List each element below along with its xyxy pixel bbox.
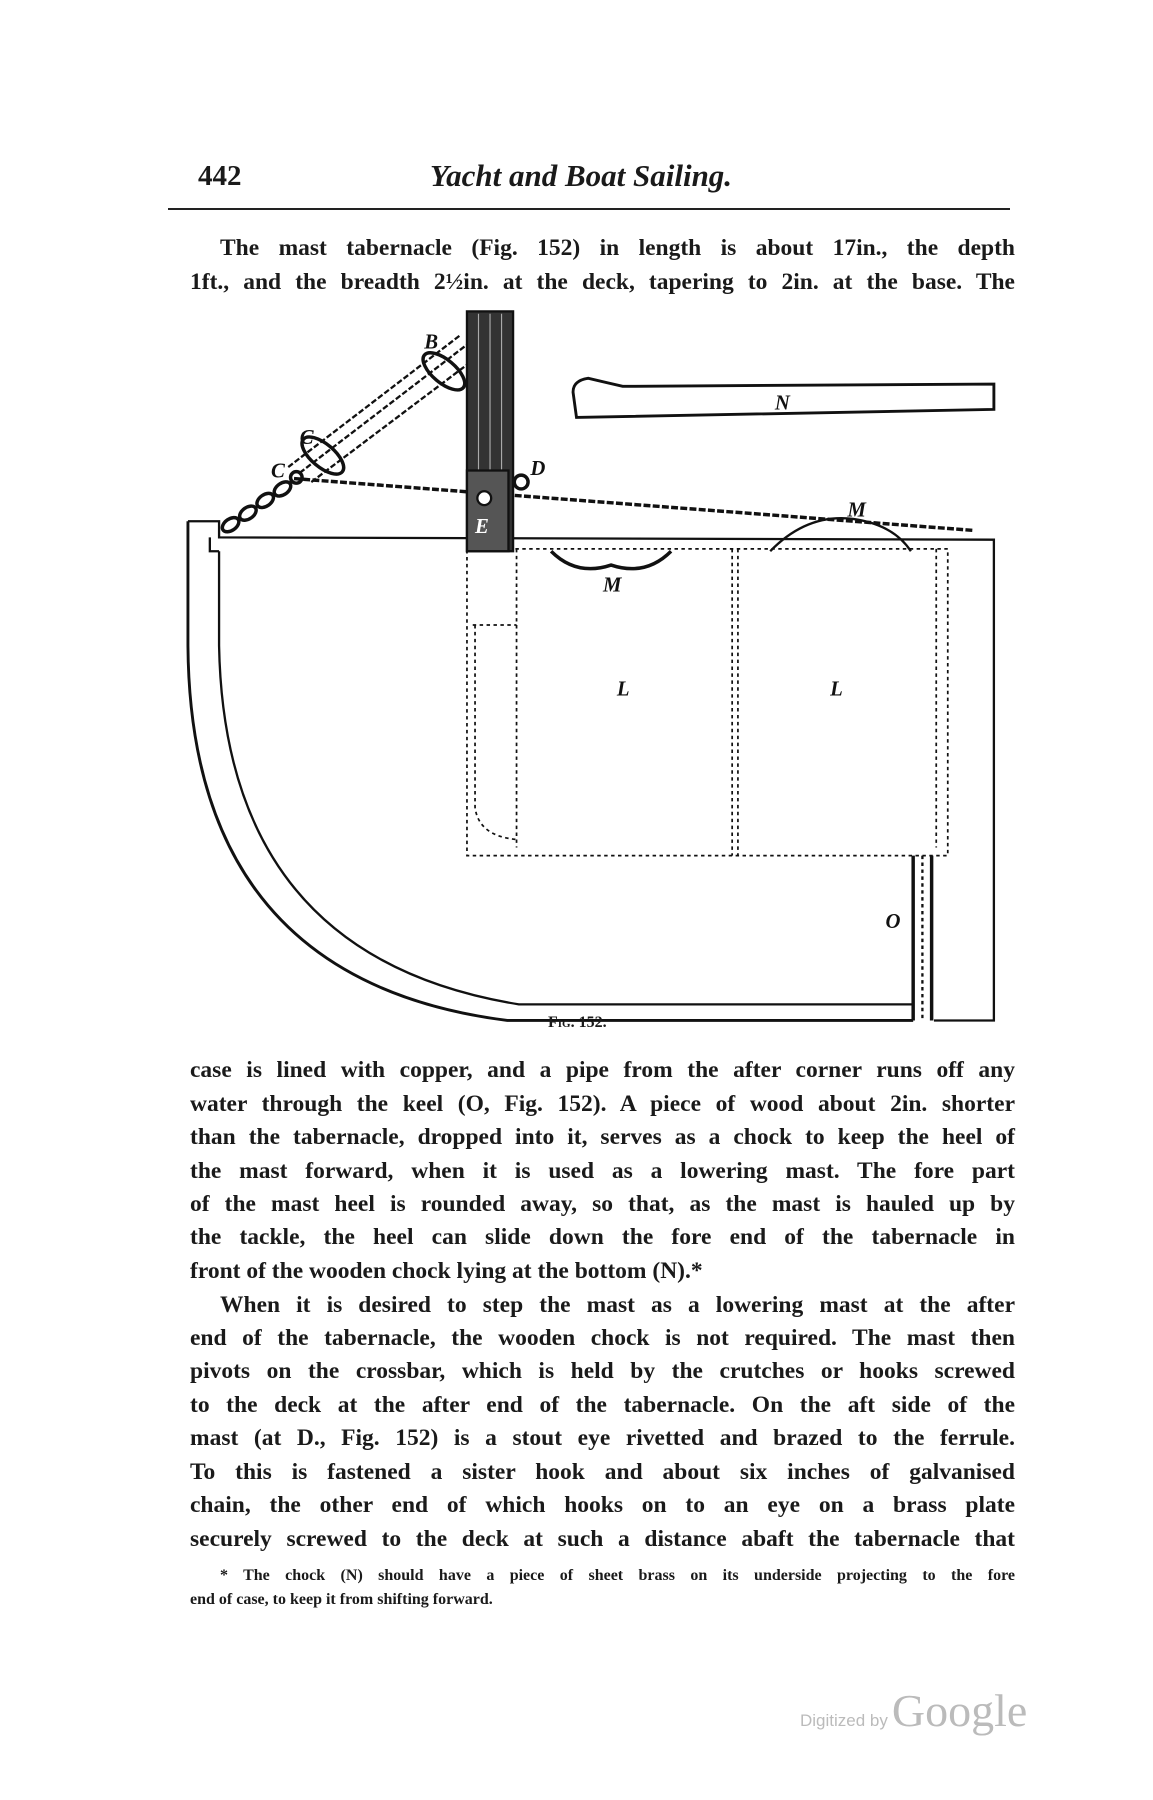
google-logo: Google xyxy=(891,1685,1028,1736)
digitized-watermark xyxy=(800,1684,1027,1737)
intro-line: The mast tabernacle (Fig. 152) in length is about 17in., the depth xyxy=(220,235,1015,261)
label-c: C xyxy=(270,460,285,483)
footnote-line: * The chock (N) should have a piece of sheet brass on its underside projecting to the fore xyxy=(220,1567,1015,1584)
body-line: front of the wooden chock lying at the bottom (N).* xyxy=(190,1258,703,1284)
hull-inner-curve xyxy=(219,551,913,1004)
label-e: E xyxy=(475,515,489,538)
body-line: mast (at D., Fig. 152) is a stout eye rivetted and brazed to the ferrule. xyxy=(190,1425,1015,1451)
label-o: O xyxy=(885,911,901,934)
footnote-line: end of case, to keep it from shifting forward. xyxy=(190,1591,493,1608)
label-b: B xyxy=(424,331,439,354)
body-line: water through the keel (O, Fig. 152). A piece of wood about 2in. shorter xyxy=(190,1091,1015,1117)
watermark-prefix: Digitized by xyxy=(800,1711,888,1730)
running-title: Yacht and Boat Sailing. xyxy=(430,158,733,193)
body-line: securely screwed to the deck at such a distance abaft the tabernacle that xyxy=(190,1526,1015,1552)
body-line: to the deck at the after end of the tabernacle. On the aft side of the xyxy=(190,1392,1015,1418)
body-line: the mast forward, when it is used as a lowering mast. The fore part xyxy=(190,1158,1015,1184)
body-line: end of the tabernacle, the wooden chock is not required. The mast then xyxy=(190,1325,1015,1351)
intro-line: 1ft., and the breadth 2½in. at the deck, tapering to 2in. at the base. The xyxy=(190,269,1015,295)
label-l: L xyxy=(616,678,630,701)
label-n: N xyxy=(774,392,790,415)
hull-outer-curve xyxy=(188,521,913,1020)
body-line: than the tabernacle, dropped into it, serves as a chock to keep the heel of xyxy=(190,1124,1015,1150)
body-line: chain, the other end of which hooks on to an eye on a brass plate xyxy=(190,1492,1015,1518)
body-line: To this is fastened a sister hook and about six inches of galvanised xyxy=(190,1459,1015,1485)
label-m: M xyxy=(603,574,622,597)
label-l: L xyxy=(830,678,843,701)
figure-caption: Fig. 152. xyxy=(548,1014,607,1031)
body-line: the tackle, the heel can slide down the fore end of the tabernacle in xyxy=(190,1224,1015,1250)
label-c: C xyxy=(299,426,314,449)
label-m: M xyxy=(847,499,866,522)
body-line: pivots on the crossbar, which is held by the crutches or hooks screwed xyxy=(190,1358,1015,1384)
page-number: 442 xyxy=(198,160,242,192)
body-line: case is lined with copper, and a pipe from the after corner runs off any xyxy=(190,1057,1015,1083)
body-line: When it is desired to step the mast as a lowering mast at the after xyxy=(220,1292,1015,1318)
tabernacle-case xyxy=(467,549,948,856)
label-d: D xyxy=(530,458,546,481)
body-line: of the mast heel is rounded away, so that, as the mast is hauled up by xyxy=(190,1191,1015,1217)
